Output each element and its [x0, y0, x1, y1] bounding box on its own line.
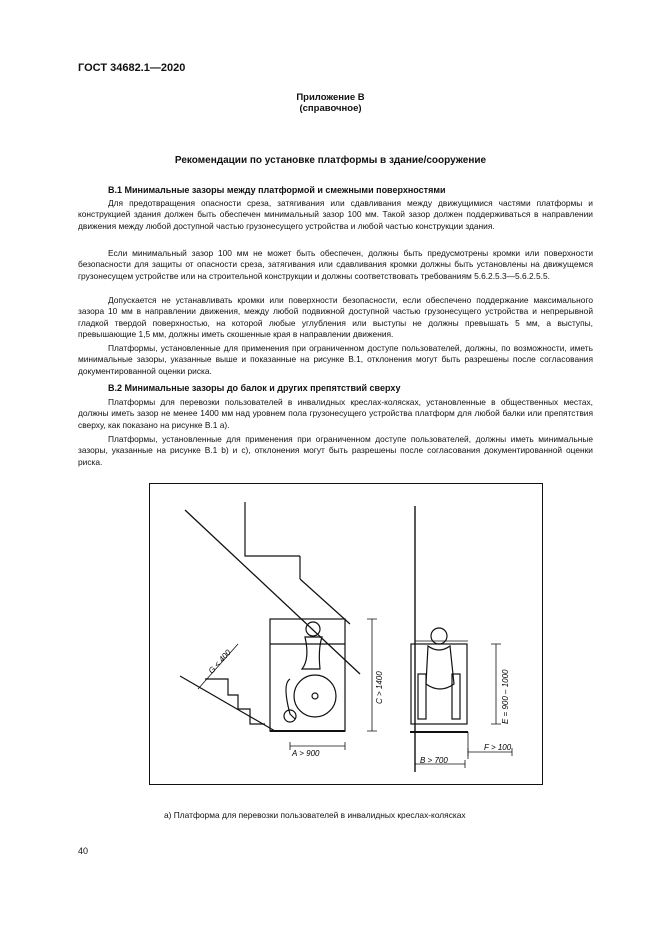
section-heading-b1: В.1 Минимальные зазоры между платформой и смежными поверхностями — [108, 185, 446, 195]
paragraph: Допускается не устанавливать кромки или поверхности безопасности, если обеспечено поддержание максимального зазора 10 мм в направлении движения, между любой подвижной доступной частью грузонесущего устройства и непрерывной гладкой твердой поверхностью, на которой любые углубления или выступы не должны превышать 5 мм, а выступы, превышающие 1,5 мм, должны иметь скошенные края в направлении движения. — [78, 295, 593, 339]
paragraph: Платформы, установленные для применения при ограниченном доступе пользователей, должны, по возможности, иметь минимальные зазоры, указанные выше и показанные на рисунке В.1, отклонения могут быть разрешены после согласования документированной оценки риска. — [78, 343, 593, 376]
stair-pitch-line — [185, 510, 360, 674]
paragraph: Если минимальный зазор 100 мм не может быть обеспечен, должны быть предусмотрены кромки или поверхности безопасности для защиты от опасности среза, затягивания или сдавливания кромки должны быть установлены на движущемся грузонесущем устройстве или на строительной конструкции и должны соответствовать требованиям 5.6.2.5.3—5.6.2.5.5. — [78, 248, 593, 281]
paragraph: Для предотвращения опасности среза, затягивания или сдавливания между движущимися частями платформы и конструкцией здания должен быть обеспечен минимальный зазор 100 мм. Такой зазор должен поддерживаться в направлении движения между любой доступной частью грузонесущего устройства и любой частью конструкции здания. — [78, 198, 593, 231]
appendix-note: (справочное) — [299, 103, 362, 114]
stair-steps — [205, 679, 265, 724]
page-title: Рекомендации по установке платформы в здание/сооружение — [174, 155, 487, 166]
dim-label-f: F > 100 — [484, 743, 512, 752]
platform-diagram — [150, 484, 544, 786]
figure-b1a — [149, 483, 543, 785]
user-head — [306, 622, 320, 636]
section-heading-b2: В.2 Минимальные зазоры до балок и других препятствий сверху — [108, 383, 401, 393]
upper-landing-line — [245, 502, 300, 556]
platform-frame — [270, 619, 345, 731]
page-number: 40 — [78, 846, 89, 856]
dim-label-g: G < 400 — [206, 647, 233, 676]
wheelchair-wheel — [294, 675, 336, 717]
standard-designation: ГОСТ 34682.1—2020 — [78, 62, 186, 74]
dim-label-a: A > 900 — [292, 749, 320, 758]
paragraph: Платформы, установленные для применения при ограниченном доступе пользователей, должны иметь минимальные зазоры, указанные на рисунке В.1 b) и с), отклонения могут быть разрешены после согласования документированной оценки риска. — [78, 434, 593, 467]
dim-label-c: C > 1400 — [375, 671, 384, 704]
dim-label-e: E = 900 – 1000 — [501, 669, 510, 724]
figure-caption: а) Платформа для перевозки пользователей в инвалидных креслах-колясках — [164, 810, 466, 820]
appendix-label: Приложение В — [296, 92, 365, 103]
user-head-front — [431, 628, 447, 644]
platform-side-frame — [411, 644, 467, 724]
paragraph: Платформы для перевозки пользователей в инвалидных креслах-колясках, установленные в общественных местах, должны иметь зазор не менее 1400 мм над уровнем пола грузонесущего устройства платформ для любой балки или препятствия сверху, как показано на рисунке В.1 а). — [78, 397, 593, 430]
dim-label-b: B > 700 — [420, 756, 448, 765]
